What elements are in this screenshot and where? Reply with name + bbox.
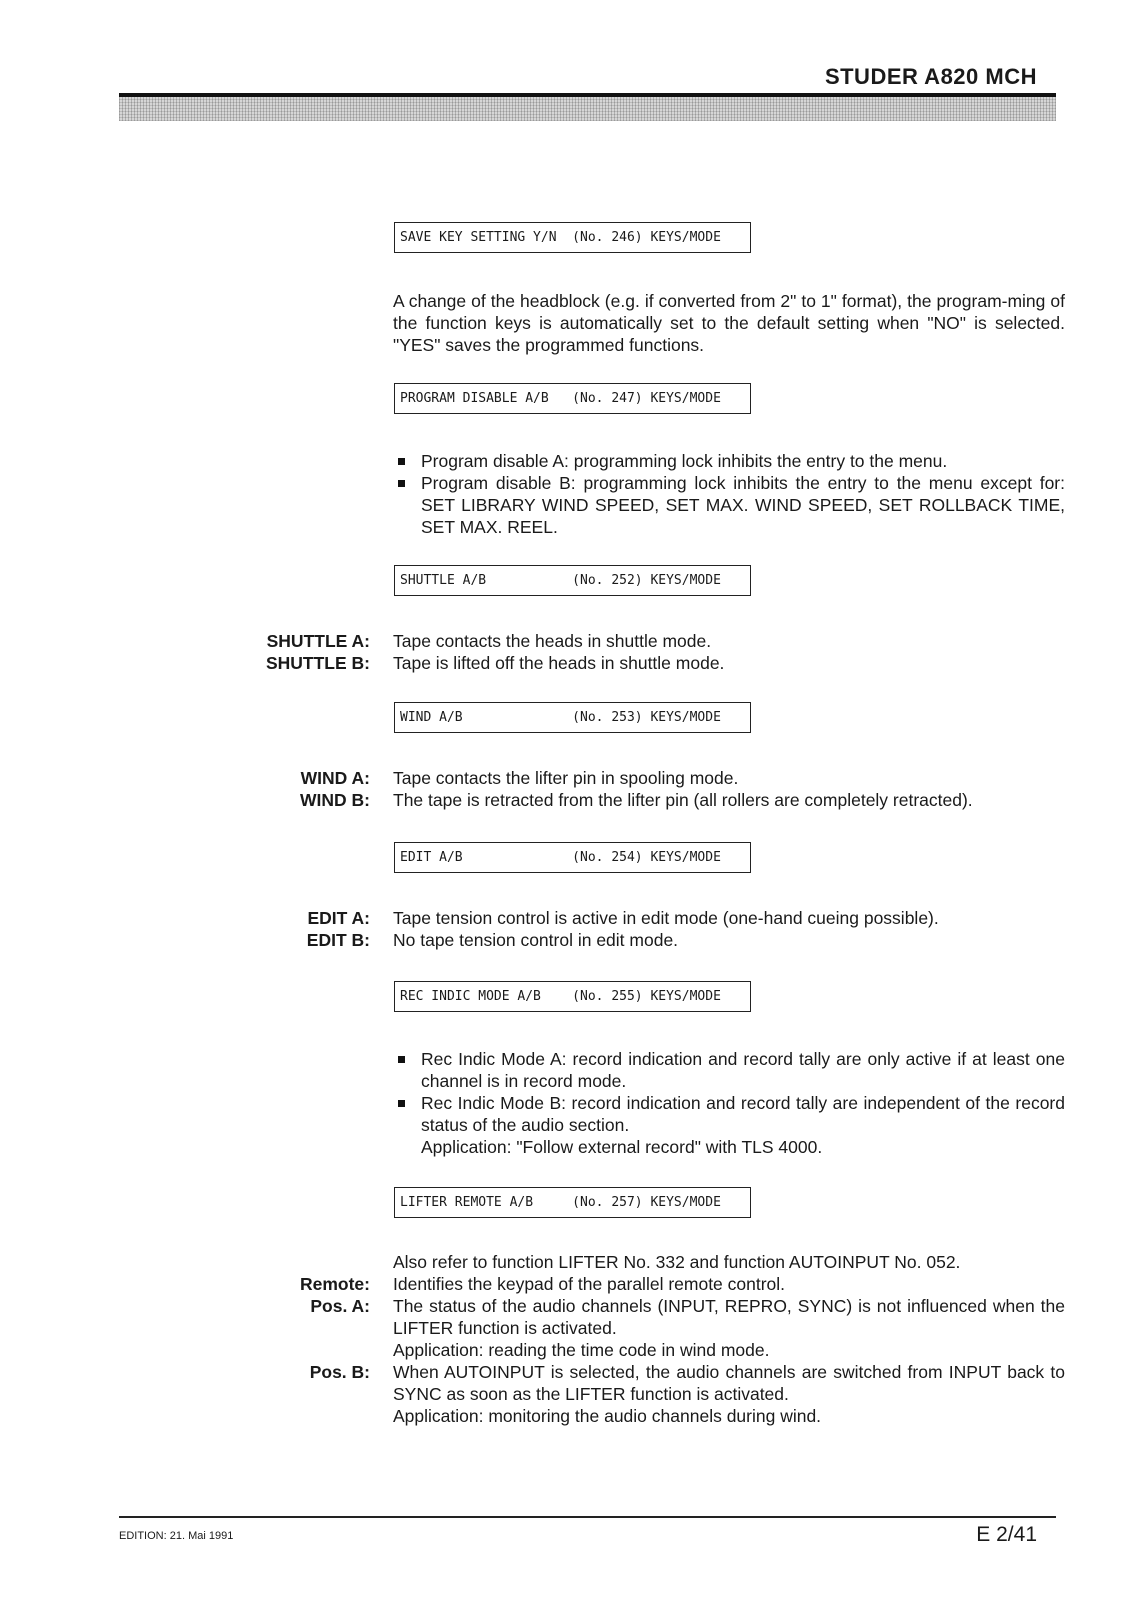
- definition-label: [230, 1405, 370, 1427]
- code-box-wind: WIND A/B (No. 253) KEYS/MODE: [394, 702, 751, 733]
- code-box-rec-indic-mode: REC INDIC MODE A/B (No. 255) KEYS/MODE: [394, 981, 751, 1012]
- paragraph-save-key-setting: A change of the headblock (e.g. if converted from 2" to 1" format), the program-ming of the function keys is automatically set to the default setting when "NO" is selected. "YES" saves the programmed functions.: [393, 291, 1065, 355]
- code-box-save-key-setting: SAVE KEY SETTING Y/N (No. 246) KEYS/MODE: [394, 222, 751, 253]
- definition-text: The tape is retracted from the lifter pin (all rollers are completely retracted).: [393, 790, 973, 810]
- list-item: Program disable B: programming lock inhibits the entry to the menu except for: SET LIBRARY WIND SPEED, SET MAX. WIND SPEED, SET ROLLBACK TIME, SET MAX. REEL.: [391, 472, 1065, 538]
- definition-row: [230, 652, 1065, 674]
- bullet-square-icon: [398, 1056, 405, 1063]
- bullet-square-icon: [398, 458, 405, 465]
- definition-text: Application: monitoring the audio channels during wind.: [393, 1406, 822, 1426]
- page-header-title: STUDER A820 MCH: [824, 64, 1037, 89]
- code-box-lifter-remote: LIFTER REMOTE A/B (No. 257) KEYS/MODE: [394, 1187, 751, 1218]
- bullet-square-icon: [398, 1100, 405, 1107]
- definition-text: When AUTOINPUT is selected, the audio channels are switched from INPUT back to SYNC as soon as the LIFTER function is activated.: [393, 1362, 1065, 1404]
- definition-text: The status of the audio channels (INPUT, REPRO, SYNC) is not influenced when the LIFTER function is activated.: [393, 1296, 1065, 1338]
- definition-row: [230, 907, 1065, 929]
- definition-label: Pos. B:: [309, 1362, 370, 1382]
- code-box-program-disable: PROGRAM DISABLE A/B (No. 247) KEYS/MODE: [394, 383, 751, 414]
- list-item: Rec Indic Mode A: record indication and record tally are only active if at least one channel is in record mode.: [391, 1048, 1065, 1092]
- definitions-lifter-remote: [230, 1251, 1065, 1427]
- definition-row: [230, 1405, 1065, 1427]
- definitions-edit: [230, 907, 1065, 951]
- definition-text: Tape tension control is active in edit mode (one-hand cueing possible).: [393, 908, 939, 928]
- definition-label: WIND B:: [300, 790, 370, 810]
- bullet-list-program-disable: [391, 450, 1065, 538]
- definition-label: [230, 1339, 370, 1361]
- definition-label: EDIT B:: [306, 930, 370, 950]
- definition-text: Also refer to function LIFTER No. 332 and function AUTOINPUT No. 052.: [393, 1252, 961, 1272]
- definition-label: Remote:: [299, 1274, 370, 1294]
- page-number: E 2/41: [976, 1523, 1037, 1546]
- code-box-shuttle: SHUTTLE A/B (No. 252) KEYS/MODE: [394, 565, 751, 596]
- definition-row: [230, 789, 1065, 811]
- definition-row: [230, 767, 1065, 789]
- definition-text: Tape is lifted off the heads in shuttle mode.: [393, 653, 725, 673]
- definition-label: EDIT A:: [307, 908, 370, 928]
- application-note: Application: "Follow external record" with TLS 4000.: [421, 1137, 823, 1157]
- definition-text: Tape contacts the lifter pin in spooling mode.: [393, 768, 739, 788]
- definitions-wind: [230, 767, 1065, 811]
- definition-label: SHUTTLE B:: [265, 653, 370, 673]
- definition-row: [230, 1295, 1065, 1339]
- definition-label: WIND A:: [300, 768, 370, 788]
- definition-text: Application: reading the time code in wind mode.: [393, 1340, 770, 1360]
- definition-row: [230, 1361, 1065, 1405]
- definition-label: SHUTTLE A:: [266, 631, 370, 651]
- definition-label: Pos. A:: [310, 1296, 370, 1316]
- definition-row: [230, 929, 1065, 951]
- definition-row: [230, 1251, 1065, 1273]
- definition-text: Tape contacts the heads in shuttle mode.: [393, 631, 712, 651]
- list-item: Rec Indic Mode B: record indication and record tally are independent of the record status of the audio section. Application: "Follow external record" with TLS 4000.: [391, 1092, 1065, 1158]
- definitions-shuttle: [230, 630, 1065, 674]
- definition-text: Identifies the keypad of the parallel remote control.: [393, 1274, 786, 1294]
- bullet-square-icon: [398, 480, 405, 487]
- definition-text: No tape tension control in edit mode.: [393, 930, 679, 950]
- definition-row: [230, 1273, 1065, 1295]
- edition-date: EDITION: 21. Mai 1991: [119, 1530, 234, 1542]
- bullet-list-rec-indic-mode: [391, 1048, 1065, 1158]
- list-item: Program disable A: programming lock inhibits the entry to the menu.: [391, 450, 1065, 472]
- definition-row: [230, 630, 1065, 652]
- footer-rule: [119, 1516, 1056, 1518]
- code-box-edit: EDIT A/B (No. 254) KEYS/MODE: [394, 842, 751, 873]
- definition-row: [230, 1339, 1065, 1361]
- header-bar: [119, 93, 1056, 121]
- definition-label: [230, 1251, 370, 1273]
